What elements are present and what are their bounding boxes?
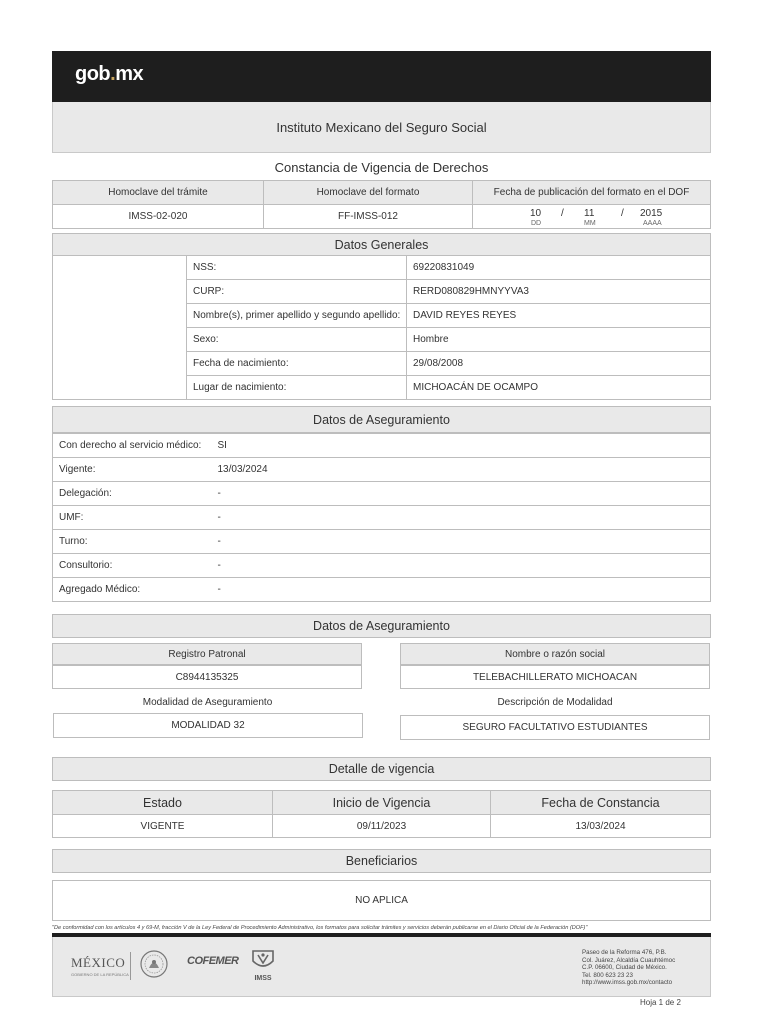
modalidad-label: Modalidad de Aseguramiento bbox=[142, 697, 273, 708]
inicio-vigencia-header: Inicio de Vigencia bbox=[273, 791, 491, 815]
vigente-value: 13/03/2024 bbox=[212, 458, 711, 482]
date-sep-1: / bbox=[561, 208, 564, 219]
consultorio-label: Consultorio: bbox=[53, 554, 212, 578]
delegacion-value: - bbox=[212, 482, 711, 506]
estado-value: VIGENTE bbox=[53, 815, 273, 838]
tramite-value: IMSS-02-020 bbox=[53, 205, 264, 229]
footer bbox=[52, 937, 711, 997]
derecho-medico-value: SI bbox=[212, 434, 711, 458]
detalle-vigencia-title: Detalle de vigencia bbox=[52, 757, 711, 781]
formato-value: FF-IMSS-012 bbox=[264, 205, 473, 229]
imss-eagle-icon bbox=[251, 949, 275, 971]
agregado-medico-value: - bbox=[212, 578, 711, 602]
aseguramiento-title: Datos de Aseguramiento bbox=[52, 406, 711, 433]
registro-patronal-label: Registro Patronal bbox=[52, 643, 362, 665]
aseguramiento-table bbox=[52, 433, 711, 602]
imss-logo: IMSS bbox=[251, 949, 275, 981]
inicio-vigencia-value: 09/11/2023 bbox=[273, 815, 491, 838]
contact-address: Paseo de la Reforma 476, P.B. Col. Juárez, Alcaldía Cuauhtémoc C.P. 06600, Ciudad de México. Tel. 800 623 23 23 http://www.imss.gob.mx/contacto bbox=[582, 949, 676, 987]
aseguramiento2-title: Datos de Aseguramiento bbox=[52, 614, 711, 638]
date-day-label: DD bbox=[531, 220, 542, 227]
date-year: 2015 bbox=[640, 208, 663, 219]
fecha-constancia-header: Fecha de Constancia bbox=[491, 791, 711, 815]
nombre-label: Nombre(s), primer apellido y segundo apellido: bbox=[187, 304, 407, 328]
date-sep-2: / bbox=[621, 208, 624, 219]
delegacion-label: Delegación: bbox=[53, 482, 212, 506]
mexico-logo: MÉXICO GOBIERNO DE LA REPÚBLICA bbox=[71, 955, 129, 977]
format-info-table bbox=[52, 180, 711, 229]
cofemer-logo: COFEMER bbox=[187, 955, 239, 967]
curp-label: CURP: bbox=[187, 280, 407, 304]
date-month-label: MM bbox=[584, 220, 596, 227]
turno-label: Turno: bbox=[53, 530, 212, 554]
turno-value: - bbox=[212, 530, 711, 554]
detalle-vigencia-table bbox=[52, 790, 711, 838]
dof-date bbox=[473, 205, 711, 229]
descripcion-modalidad-value: SEGURO FACULTATIVO ESTUDIANTES bbox=[400, 715, 710, 740]
beneficiarios-title: Beneficiarios bbox=[52, 849, 711, 873]
lugar-nacimiento-value: MICHOACÁN DE OCAMPO bbox=[407, 376, 711, 400]
umf-value: - bbox=[212, 506, 711, 530]
umf-label: UMF: bbox=[53, 506, 212, 530]
nombre-value: DAVID REYES REYES bbox=[407, 304, 711, 328]
fecha-constancia-value: 13/03/2024 bbox=[491, 815, 711, 838]
nss-value: 69220831049 bbox=[407, 256, 711, 280]
fecha-nacimiento-label: Fecha de nacimiento: bbox=[187, 352, 407, 376]
beneficiarios-value: NO APLICA bbox=[52, 880, 711, 921]
consultorio-value: - bbox=[212, 554, 711, 578]
date-year-label: AAAA bbox=[643, 220, 662, 227]
logo-divider bbox=[130, 952, 131, 980]
agregado-medico-label: Agregado Médico: bbox=[53, 578, 212, 602]
derecho-medico-label: Con derecho al servicio médico: bbox=[53, 434, 212, 458]
photo-area bbox=[53, 256, 187, 400]
date-month: 11 bbox=[584, 208, 595, 219]
modalidad-value: MODALIDAD 32 bbox=[53, 713, 363, 738]
datos-generales-table bbox=[52, 255, 711, 400]
datos-generales-title: Datos Generales bbox=[52, 233, 711, 256]
legal-note: "De conformidad con los artículos 4 y 69-M, fracción V de la Ley Federal de Procedimiento Administrativo, los formatos para solicitar trámites y servicios deberán publicarse en el Diario Oficial de la Federación (DOF)" bbox=[52, 925, 588, 931]
curp-value: RERD080829HMNYYVA3 bbox=[407, 280, 711, 304]
institution-banner bbox=[52, 102, 711, 153]
registro-patronal-value: C8944135325 bbox=[52, 665, 362, 689]
formato-header: Homoclave del formato bbox=[264, 181, 473, 205]
descripcion-modalidad-label: Descripción de Modalidad bbox=[497, 697, 613, 708]
page-number: Hoja 1 de 2 bbox=[640, 998, 681, 1007]
dof-date-header: Fecha de publicación del formato en el DOF bbox=[473, 181, 711, 205]
contact-link[interactable]: http://www.imss.gob.mx/contacto bbox=[582, 979, 673, 987]
sexo-value: Hombre bbox=[407, 328, 711, 352]
tramite-header: Homoclave del trámite bbox=[53, 181, 264, 205]
fecha-nacimiento-value: 29/08/2008 bbox=[407, 352, 711, 376]
razon-social-label: Nombre o razón social bbox=[400, 643, 710, 665]
institution-name: Instituto Mexicano del Seguro Social bbox=[276, 119, 487, 135]
coat-of-arms-icon bbox=[139, 949, 169, 979]
date-day: 10 bbox=[530, 208, 542, 219]
lugar-nacimiento-label: Lugar de nacimiento: bbox=[187, 376, 407, 400]
estado-header: Estado bbox=[53, 791, 273, 815]
gob-header bbox=[52, 51, 711, 102]
document-title: Constancia de Vigencia de Derechos bbox=[274, 160, 489, 175]
sexo-label: Sexo: bbox=[187, 328, 407, 352]
gob-mx-logo: gob.mx bbox=[75, 63, 144, 85]
vigente-label: Vigente: bbox=[53, 458, 212, 482]
nss-label: NSS: bbox=[187, 256, 407, 280]
razon-social-value: TELEBACHILLERATO MICHOACAN bbox=[400, 665, 710, 689]
